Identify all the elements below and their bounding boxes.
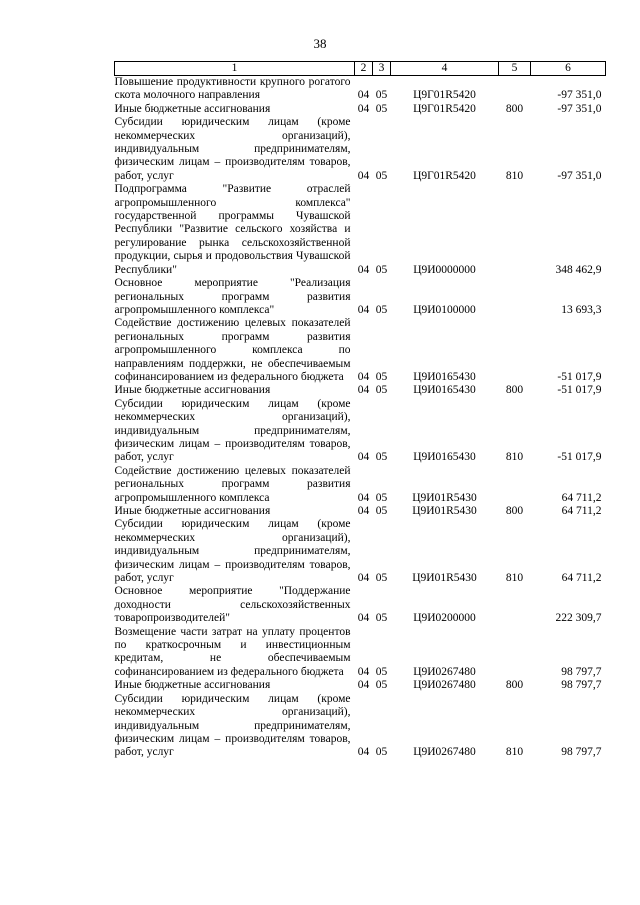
section-code: 04 [357,303,370,316]
column-header-1: 1 [115,62,355,76]
item-name: Иные бюджетные ассигнования [114,679,271,692]
expense-type-code: 810 [505,169,524,182]
section-code: 04 [357,679,370,692]
subsection-code: 05 [375,263,388,276]
item-name: Содействие достижению целевых показателей региональных программ развития агропромышленного комплекса по направлениям поддержки, не обеспечиваемым софинансированием из федерального бюджета [114,317,351,383]
amount: 98 797,7 [561,665,602,678]
table-row [115,465,606,505]
item-name: Иные бюджетные ассигнования [114,102,271,115]
table-row [115,103,606,116]
subsection-code: 05 [375,384,388,397]
amount: 98 797,7 [561,679,602,692]
item-name: Содействие достижению целевых показателей региональных программ развития агропромышленного комплекса [114,464,351,504]
amount: 98 797,7 [561,746,602,759]
amount: -51 017,9 [557,370,602,383]
table-row [115,505,606,518]
page-number: 38 [313,36,327,51]
item-name: Возмещение части затрат на уплату процентов по краткосрочным и инвестиционным кредитам, не обеспечиваемым софинансированием из федерального бюджета [114,625,351,678]
item-name: Субсидии юридическим лицам (кроме некоммерческих организаций), индивидуальным предпринимателям, физическим лицам – производителям товаров, работ, услуг [114,692,351,759]
target-article-code: Ц9И0000000 [413,263,476,276]
section-code: 04 [357,505,370,517]
amount: 13 693,3 [561,303,602,316]
table-row [115,277,606,317]
section-code: 04 [357,665,370,678]
expense-type-code [499,317,531,384]
column-header-5: 5 [499,62,531,76]
target-article-code: Ц9И0165430 [413,370,476,383]
item-name: Подпрограмма "Развитие отраслей агропромышленного комплекса" государственной программы Чувашской Республики "Развитие сельского хозяйства и регулирование рынка сельскохозяйственной продукции, сырья и продовольствия Чувашской Республики" [114,183,351,276]
column-header-6: 6 [531,62,606,76]
item-name: Субсидии юридическим лицам (кроме некоммерческих организаций), индивидуальным предпринимателям, физическим лицам – производителям товаров, работ, услуг [114,518,351,585]
table-row [115,679,606,692]
column-header-2: 2 [355,62,373,76]
expense-type-code: 810 [505,746,524,759]
section-code: 04 [357,89,370,102]
table-header [115,62,606,76]
target-article-code: Ц9Г01R5420 [413,89,476,102]
table-row [115,116,606,183]
table-row [115,693,606,760]
section-code: 04 [357,451,370,464]
expense-type-code [499,585,531,625]
amount: -97 351,0 [557,169,602,182]
expense-type-code: 810 [505,451,524,464]
expense-type-code [499,626,531,680]
target-article-code: Ц9И0267480 [413,679,476,692]
amount: -51 017,9 [557,384,602,397]
target-article-code: Ц9И0267480 [413,665,476,678]
column-header-4: 4 [391,62,499,76]
table-row [115,317,606,384]
target-article-code: Ц9И0165430 [413,451,476,464]
expense-type-code [499,183,531,277]
item-name: Повышение продуктивности крупного рогатого скота молочного направления [114,76,351,102]
section-code: 04 [357,572,370,585]
subsection-code: 05 [375,89,388,102]
item-name: Субсидии юридическим лицам (кроме некоммерческих организаций), индивидуальным предпринимателям, физическим лицам – производителям товаров, работ, услуг [114,116,351,182]
amount: -97 351,0 [557,89,602,102]
amount: -97 351,0 [557,102,602,115]
item-name: Субсидии юридическим лицам (кроме некоммерческих организаций), индивидуальным предпринимателям, физическим лицам – производителям товаров, работ, услуг [114,397,351,464]
target-article-code: Ц9И0267480 [413,746,476,759]
column-header-3: 3 [373,62,391,76]
table-row [115,384,606,397]
section-code: 04 [357,491,370,504]
section-code: 04 [357,612,370,625]
table-row [115,585,606,625]
target-article-code: Ц9И0100000 [413,303,476,316]
expense-type-code: 800 [505,505,524,517]
item-name: Основное мероприятие "Реализация региональных программ развития агропромышленного комплекса" [114,277,351,316]
amount: 222 309,7 [555,612,602,625]
section-code: 04 [357,384,370,397]
expense-type-code: 800 [505,679,524,692]
subsection-code: 05 [375,746,388,759]
budget-table [114,61,606,760]
expense-type-code [499,465,531,505]
expense-type-code [499,76,531,103]
subsection-code: 05 [375,370,388,383]
amount: 64 711,2 [561,491,602,504]
amount: -51 017,9 [557,451,602,464]
target-article-code: Ц9Г01R5420 [413,102,476,115]
subsection-code: 05 [375,451,388,464]
subsection-code: 05 [375,102,388,115]
table-row [115,76,606,103]
subsection-code: 05 [375,169,388,182]
section-code: 04 [357,746,370,759]
expense-type-code: 800 [505,384,524,397]
subsection-code: 05 [375,612,388,625]
table-body [115,76,606,760]
target-article-code: Ц9И0165430 [413,384,476,397]
target-article-code: Ц9И01R5430 [412,491,477,504]
amount: 348 462,9 [555,263,602,276]
table-row [115,183,606,277]
expense-type-code: 810 [505,572,524,585]
item-name: Основное мероприятие "Поддержание доходности сельскохозяйственных товаропроизводителей" [114,585,351,625]
target-article-code: Ц9И01R5430 [412,572,477,585]
target-article-code: Ц9И01R5430 [412,505,477,517]
expense-type-code: 800 [505,102,524,115]
section-code: 04 [357,370,370,383]
item-name: Иные бюджетные ассигнования [114,505,271,517]
subsection-code: 05 [375,679,388,692]
expense-type-code [499,277,531,317]
amount: 64 711,2 [561,572,602,585]
subsection-code: 05 [375,491,388,504]
subsection-code: 05 [375,665,388,678]
table-row [115,518,606,585]
table-row [115,398,606,465]
section-code: 04 [357,102,370,115]
target-article-code: Ц9Г01R5420 [413,169,476,182]
section-code: 04 [357,263,370,276]
table-row [115,626,606,680]
target-article-code: Ц9И0200000 [413,612,476,625]
section-code: 04 [357,169,370,182]
subsection-code: 05 [375,505,388,517]
amount: 64 711,2 [561,505,602,517]
item-name: Иные бюджетные ассигнования [114,384,271,397]
subsection-code: 05 [375,303,388,316]
subsection-code: 05 [375,572,388,585]
